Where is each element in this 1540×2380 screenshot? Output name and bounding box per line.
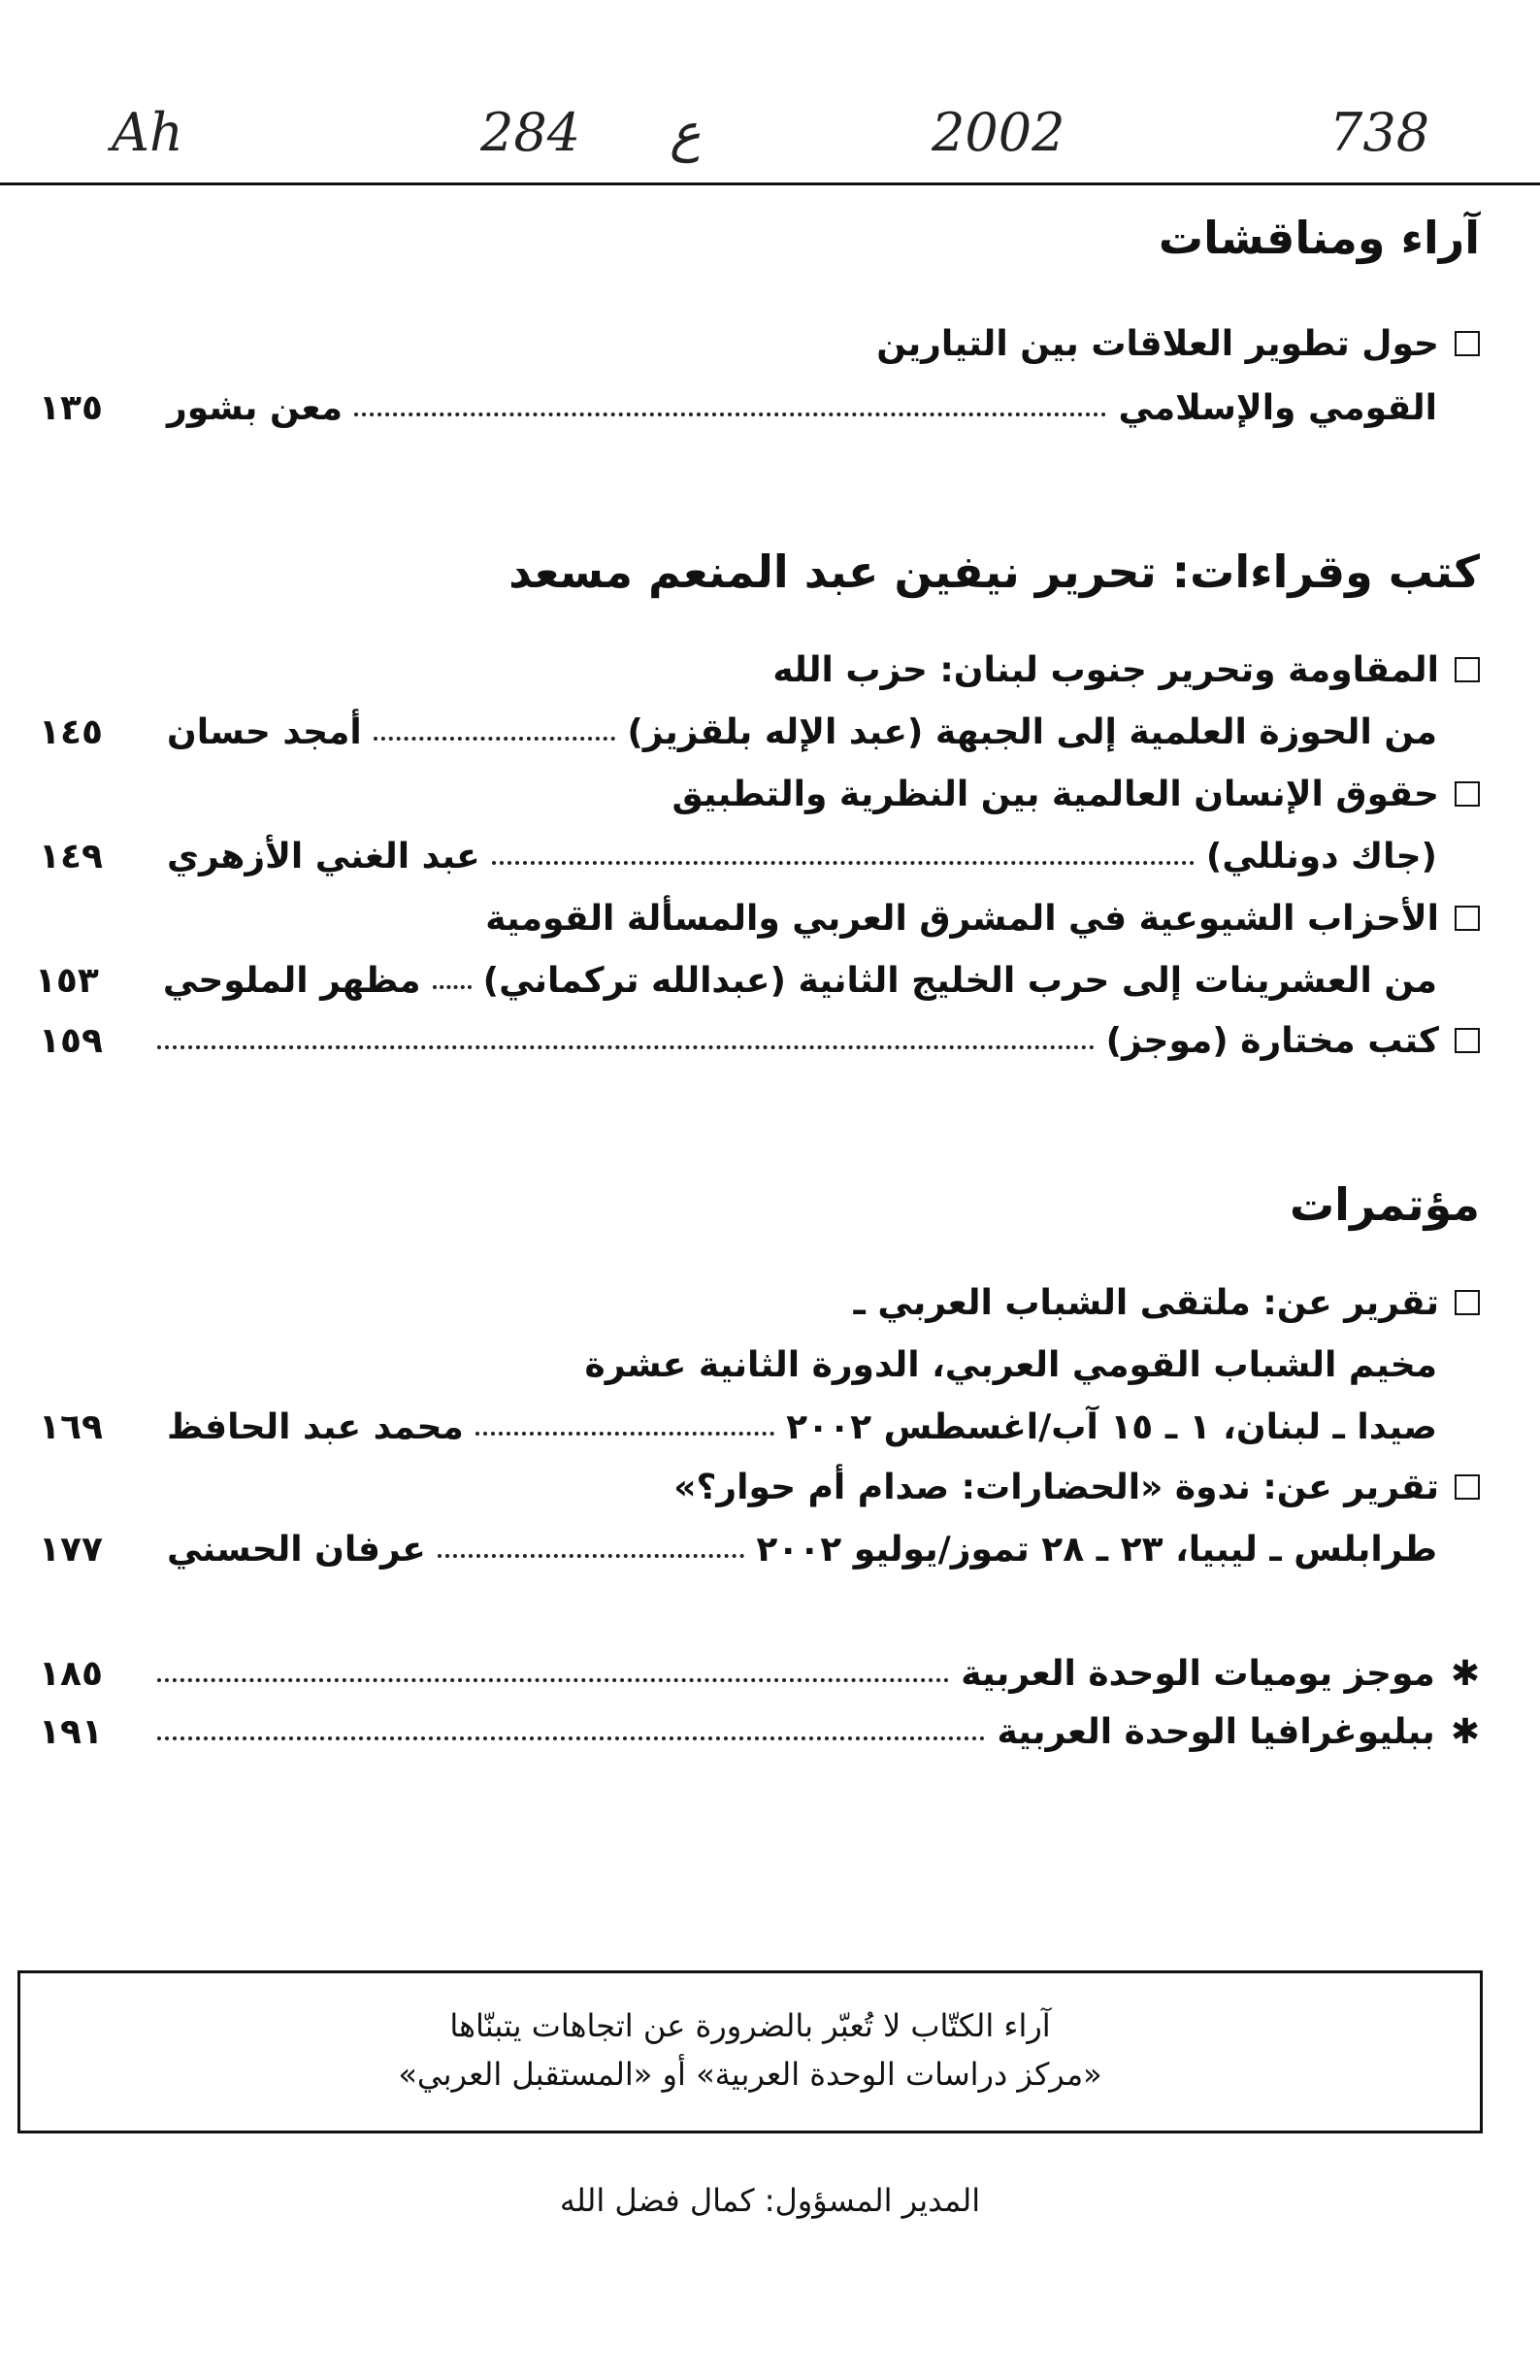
entry-title: القومي والإسلامي xyxy=(1118,387,1437,428)
toc-entry-line xyxy=(39,316,1480,371)
leader-dots xyxy=(433,985,472,989)
checkbox-icon xyxy=(1455,1474,1480,1500)
header-rule xyxy=(0,182,1540,185)
entry-title: حول تطوير العلاقات بين التيارين xyxy=(876,323,1439,364)
entry-title: الأحزاب الشيوعية في المشرق العربي والمسألة القومية xyxy=(485,898,1439,939)
disclaimer-line: آراء الكتّاب لا تُعبّر بالضرورة عن اتجاهات يتبنّاها xyxy=(449,2007,1051,2044)
checkbox-icon xyxy=(1455,331,1480,356)
entry-title: صيدا ـ لبنان، ١ ـ ١٥ آب/اغسطس ٢٠٠٢ xyxy=(786,1406,1437,1447)
toc-entry-line xyxy=(39,1338,1480,1392)
toc-entry-line xyxy=(39,829,1480,883)
entry-title: موجز يوميات الوحدة العربية xyxy=(961,1653,1435,1694)
leader-dots xyxy=(492,861,1195,865)
leader-dots xyxy=(157,1678,949,1682)
checkbox-icon xyxy=(1455,906,1480,931)
toc-entry-line xyxy=(39,1460,1480,1514)
leader-dots xyxy=(438,1554,744,1558)
handwritten-mark: 738 xyxy=(1329,102,1430,163)
entry-author: معن بشور xyxy=(167,387,343,428)
toc-entry-line xyxy=(39,1275,1480,1330)
handwritten-mark: 284 xyxy=(480,102,581,163)
toc-entry-line xyxy=(39,1704,1480,1759)
leader-dots xyxy=(374,737,616,741)
toc-entry-line xyxy=(34,953,1480,1008)
toc-entry-line xyxy=(39,1013,1480,1068)
entry-title: تقرير عن: ملتقى الشباب العربي ـ xyxy=(853,1282,1439,1323)
entry-author: مظهر الملوحي xyxy=(162,960,421,1001)
disclaimer-box xyxy=(17,1970,1483,2133)
leader-dots xyxy=(475,1432,774,1436)
leader-dots xyxy=(157,1045,1095,1049)
section-title-conferences: مؤتمرات xyxy=(1289,1178,1480,1231)
entry-title: المقاومة وتحرير جنوب لبنان: حزب الله xyxy=(772,649,1439,690)
checkbox-icon xyxy=(1455,781,1480,807)
entry-title: (جاك دونللي) xyxy=(1205,836,1437,876)
toc-entry-line xyxy=(39,643,1480,697)
entry-author: عبد الغني الأزهري xyxy=(167,836,480,876)
asterisk-icon: ✱ xyxy=(1450,1711,1480,1752)
page-number: ١٨٥ xyxy=(39,1653,103,1694)
toc-entry-line xyxy=(39,1400,1480,1454)
entry-title: كتب مختارة (موجز) xyxy=(1105,1020,1439,1061)
page-number: ١٥٩ xyxy=(39,1020,103,1061)
entry-author: محمد عبد الحافظ xyxy=(167,1406,464,1447)
entry-author: عرفان الحسني xyxy=(167,1529,426,1570)
toc-entry-line xyxy=(39,891,1480,945)
asterisk-icon: ✱ xyxy=(1450,1653,1480,1694)
toc-entry-line xyxy=(39,705,1480,759)
leader-dots xyxy=(157,1736,985,1740)
section-title-books: كتب وقراءات: تحرير نيفين عبد المنعم مسعد xyxy=(508,545,1480,598)
checkbox-icon xyxy=(1455,657,1480,682)
entry-author: أمجد حسان xyxy=(167,711,362,752)
entry-title: مخيم الشباب القومي العربي، الدورة الثانية عشرة xyxy=(584,1344,1437,1385)
toc-entry-line xyxy=(39,1646,1480,1701)
editor-credit: المدير المسؤول: كمال فضل الله xyxy=(559,2182,981,2219)
handwritten-mark: ع xyxy=(670,102,702,163)
entry-title: من العشرينات إلى حرب الخليج الثانية (عبدالله تركماني) xyxy=(482,960,1437,1001)
page-number: ١٤٥ xyxy=(39,711,103,752)
page-number: ١٦٩ xyxy=(39,1406,103,1447)
entry-title: تقرير عن: ندوة «الحضارات: صدام أم حوار؟» xyxy=(673,1467,1439,1507)
checkbox-icon xyxy=(1455,1028,1480,1053)
section-title-opinions: آراء ومناقشات xyxy=(1158,212,1480,264)
handwritten-mark: 2002 xyxy=(932,102,1065,163)
toc-entry-line xyxy=(39,1522,1480,1576)
page-number: ١٣٥ xyxy=(39,387,103,428)
toc-entry-line xyxy=(39,767,1480,821)
entry-title: من الحوزة العلمية إلى الجبهة (عبد الإله بلقزيز) xyxy=(627,711,1437,752)
disclaimer-line: «مركز دراسات الوحدة العربية» أو «المستقبل العربي» xyxy=(398,2055,1102,2093)
checkbox-icon xyxy=(1455,1290,1480,1315)
page-number: ١٩١ xyxy=(39,1711,103,1752)
toc-entry-line xyxy=(39,380,1480,435)
entry-title: حقوق الإنسان العالمية بين النظرية والتطبيق xyxy=(672,774,1439,814)
page-number: ١٥٣ xyxy=(34,960,99,1001)
page-number: ١٧٧ xyxy=(39,1529,103,1570)
entry-title: طرابلس ـ ليبيا، ٢٣ ـ ٢٨ تموز/يوليو ٢٠٠٢ xyxy=(756,1529,1437,1570)
leader-dots xyxy=(354,413,1106,416)
handwritten-mark: Ah xyxy=(112,102,183,163)
entry-title: ببليوغرافيا الوحدة العربية xyxy=(997,1711,1435,1752)
page-number: ١٤٩ xyxy=(39,836,103,876)
